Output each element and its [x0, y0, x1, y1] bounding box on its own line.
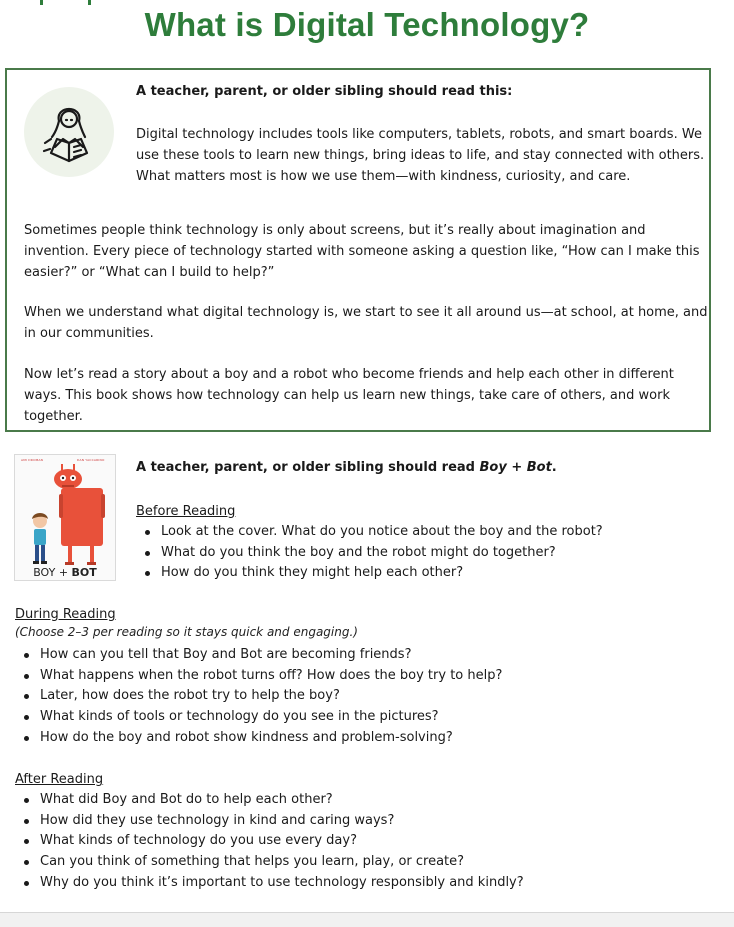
page-title: What is Digital Technology? [144, 6, 590, 43]
list-item: Why do you think it’s important to use technology responsibly and kindly? [15, 873, 524, 894]
avatar [24, 87, 114, 177]
during-reading-note: (Choose 2–3 per reading so it stays quick and engaging.) [15, 625, 358, 639]
reading-person-icon [39, 99, 99, 165]
after-reading-label: After Reading [15, 772, 104, 787]
after-reading-list [15, 790, 524, 894]
list-item: What do you think the boy and the robot might do together? [136, 543, 603, 564]
before-reading-list [136, 522, 603, 584]
list-item: How do you think they might help each other? [136, 563, 603, 584]
list-item: How did they use technology in kind and caring ways? [15, 811, 524, 832]
list-item: Later, how does the robot try to help the boy? [15, 686, 502, 707]
list-item: How can you tell that Boy and Bot are becoming friends? [15, 645, 502, 666]
during-reading-list [15, 645, 502, 749]
list-item: Can you think of something that helps you learn, play, or create? [15, 852, 524, 873]
list-item: Look at the cover. What do you notice about the boy and the robot? [136, 522, 603, 543]
boy-and-robot-illustration [15, 461, 115, 567]
intro-paragraph-1: Digital technology includes tools like computers, tablets, robots, and smart boards. We use these tools to learn new things, bring ideas to life, and stay connected with others. What matters most is how we use them—with kindness, curiosity, and care. [136, 127, 705, 184]
before-reading-label: Before Reading [136, 504, 236, 519]
book-cover [14, 454, 116, 581]
intro-box [5, 68, 711, 432]
list-item: What kinds of tools or technology do you see in the pictures? [15, 707, 502, 728]
intro-paragraph-2: Sometimes people think technology is only about screens, but it’s really about imagination and invention. Every piece of technology started with someone asking a question like, “How can I make this easier?” or “What can I build to help?” [24, 223, 700, 280]
cover-author: AMI DROMAN [21, 458, 44, 462]
top-decoration [40, 0, 92, 5]
intro-heading: A teacher, parent, or older sibling should read this: [136, 84, 513, 99]
cover-illustrator: DAN YACCARINO [77, 458, 105, 462]
page-bottom-edge [0, 912, 734, 927]
list-item: What happens when the robot turns off? How does the boy try to help? [15, 666, 502, 687]
read-book-heading: A teacher, parent, or older sibling should read Boy + Bot. [136, 460, 557, 475]
list-item: What kinds of technology do you use every day? [15, 831, 524, 852]
list-item: How do the boy and robot show kindness and problem-solving? [15, 728, 502, 749]
intro-paragraph-4: Now let’s read a story about a boy and a robot who become friends and help each other in different ways. This book shows how technology can help us learn new things, take care of others, and work together. [24, 367, 674, 424]
intro-paragraph-3: When we understand what digital technology is, we start to see it all around us—at school, at home, and in our communities. [24, 305, 708, 341]
cover-title: BOY + BOT [33, 566, 97, 579]
during-reading-label: During Reading [15, 607, 116, 622]
book-title: Boy + Bot [479, 460, 552, 475]
list-item: What did Boy and Bot do to help each other? [15, 790, 524, 811]
